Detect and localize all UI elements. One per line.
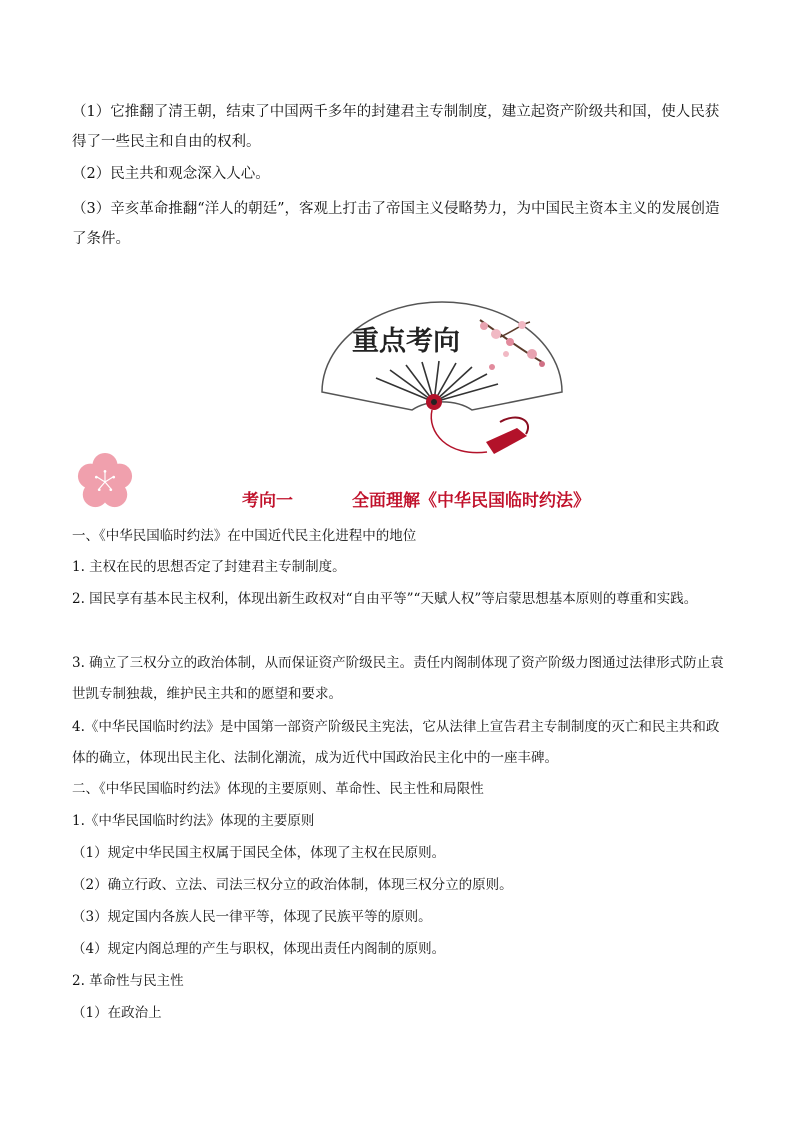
body-line-7: 1.《中华民国临时约法》体现的主要原则 xyxy=(72,813,315,829)
body-line-1: 一、《中华民国临时约法》在中国近代民主化进程中的地位 xyxy=(72,528,417,544)
section-title: 全面理解《中华民国临时约法》 xyxy=(352,491,590,511)
body-line-3: 2. 国民享有基本民主权利，体现出新生政权对“自由平等”“天赋人权”等启蒙思想基本原则的尊重和实践。 xyxy=(72,591,698,607)
paragraph-3: （3）辛亥革命推翻“洋人的朝廷”，客观上打击了帝国主义侵略势力，为中国民主资本主义的发展创造了条件。 xyxy=(72,201,720,247)
body-line-4: 3. 确立了三权分立的政治体制，从而保证资产阶级民主。责任内阁制体现了资产阶级力图通过法律形式防止袁世凯专制独裁，维护民主共和的愿望和要求。 xyxy=(72,655,724,702)
body-line-6: 二、《中华民国临时约法》体现的主要原则、革命性、民主性和局限性 xyxy=(72,781,484,797)
fan-banner-graphic xyxy=(312,292,572,472)
section-heading xyxy=(0,486,794,510)
body-line-12: 2. 革命性与民主性 xyxy=(72,973,184,989)
body-line-2: 1. 主权在民的思想否定了封建君主专制制度。 xyxy=(72,559,346,575)
body-line-10: （3）规定国内各族人民一律平等，体现了民族平等的原则。 xyxy=(72,909,432,925)
banner-title: 重点考向 xyxy=(352,326,460,357)
body-line-11: （4）规定内阁总理的产生与职权，体现出责任内阁制的原则。 xyxy=(72,941,446,957)
body-line-13: （1）在政治上 xyxy=(72,1005,162,1021)
body-line-5: 4.《中华民国临时约法》是中国第一部资产阶级民主宪法，它从法律上宣告君主专制制度的灭亡和民主共和政体的确立，体现出民主化、法制化潮流，成为近代中国政治民主化中的一座丰碑。 xyxy=(72,719,720,766)
body-line-8: （1）规定中华民国主权属于国民全体，体现了主权在民原则。 xyxy=(72,845,446,861)
section-label: 考向一 xyxy=(242,491,293,511)
body-line-9: （2）确立行政、立法、司法三权分立的政治体制，体现三权分立的原则。 xyxy=(72,877,513,893)
paragraph-2: （2）民主共和观念深入人心。 xyxy=(72,166,270,182)
paragraph-1: （1）它推翻了清王朝，结束了中国两千多年的封建君主专制制度，建立起资产阶级共和国，使人民获得了一些民主和自由的权利。 xyxy=(72,104,720,150)
